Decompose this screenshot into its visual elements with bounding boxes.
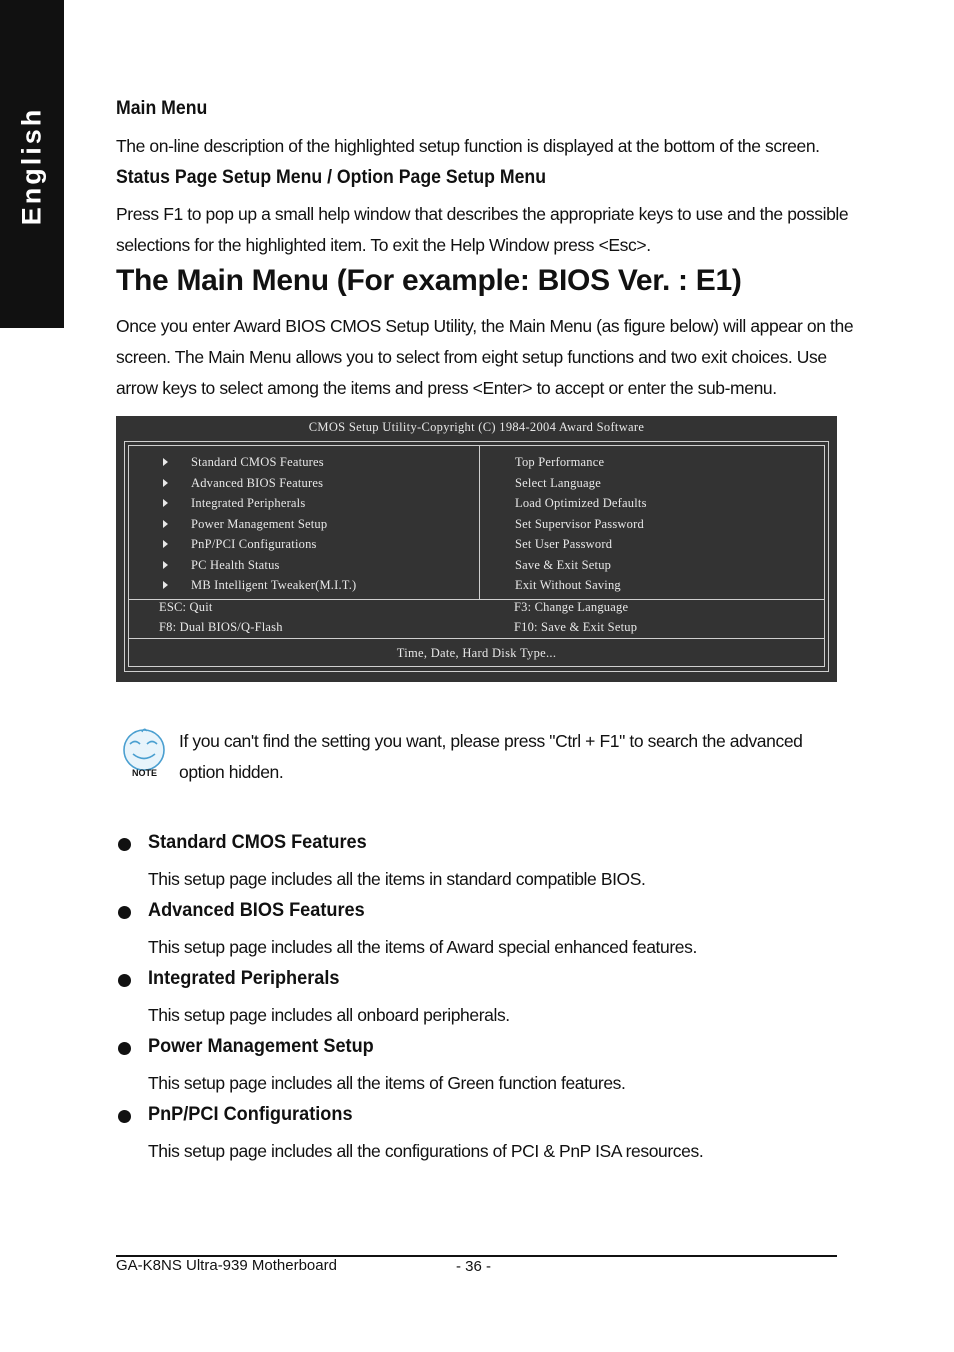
- footer-page-number: - 36 -: [456, 1258, 492, 1275]
- main-menu-text: The on-line description of the highlighted setup function is displayed at the bottom of the screen.: [116, 136, 820, 156]
- bullet-title-standard-cmos: Standard CMOS Features: [148, 831, 367, 853]
- bullet-title-advanced-bios: Advanced BIOS Features: [148, 899, 365, 921]
- main-menu-heading: Main Menu: [116, 98, 208, 119]
- bios-key-f8: F8: Dual BIOS/Q-Flash: [159, 620, 283, 634]
- bios-menu-item-standard-cmos[interactable]: Standard CMOS Features: [191, 452, 356, 473]
- bullet-desc-pnp-pci: This setup page includes all the configurations of PCI & PnP ISA resources.: [148, 1141, 704, 1161]
- bullet-desc-advanced-bios: This setup page includes all the items of Award special enhanced features.: [148, 937, 697, 957]
- bullet-dot-icon: [118, 1042, 131, 1055]
- bios-menu-item-advanced-bios[interactable]: Advanced BIOS Features: [191, 473, 356, 494]
- bullet-dot-icon: [118, 974, 131, 987]
- bios-status-text: Time, Date, Hard Disk Type...: [396, 646, 557, 660]
- bios-key-f10: F10: Save & Exit Setup: [514, 620, 638, 634]
- bullet-desc-standard-cmos: This setup page includes all the items in standard compatible BIOS.: [148, 869, 646, 889]
- bullet-dot-icon: [118, 1110, 131, 1123]
- bullet-dot-icon: [118, 838, 131, 851]
- status-page-text: Press F1 to pop up a small help window that describes the appropriate keys to use and the possible selections for the highlighted item. To exit the Help Window press <Esc>.: [116, 204, 849, 255]
- bullet-desc-power-management: This setup page includes all the items of Green function features.: [148, 1073, 626, 1093]
- bios-main-menu-screenshot: [116, 416, 837, 682]
- bullet-dot-icon: [118, 906, 131, 919]
- bios-menu-item-mit[interactable]: MB Intelligent Tweaker(M.I.T.): [191, 575, 356, 596]
- bios-keys-box: [128, 599, 825, 639]
- bios-frame: [124, 441, 829, 672]
- footer-model: GA-K8NS Ultra-939 Motherboard: [116, 1257, 337, 1274]
- bios-left-menu: [191, 452, 356, 596]
- bios-menu-item-pc-health[interactable]: PC Health Status: [191, 555, 356, 576]
- note-text: If you can't find the setting you want, please press "Ctrl + F1" to search the advanced option hidden.: [179, 731, 803, 782]
- bios-menu-box: [128, 445, 825, 600]
- bullet-title-power-management: Power Management Setup: [148, 1035, 374, 1057]
- bios-menu-item-exit-without-saving[interactable]: Exit Without Saving: [515, 578, 621, 592]
- section-title: The Main Menu (For example: BIOS Ver. : E1): [116, 264, 742, 297]
- note-icon-label: NOTE: [132, 768, 158, 778]
- bios-menu-item-power-management[interactable]: Power Management Setup: [191, 514, 356, 535]
- bios-right-menu: [515, 452, 647, 596]
- language-side-tab: [0, 0, 64, 328]
- bullet-desc-integrated-peripherals: This setup page includes all onboard peripherals.: [148, 1005, 510, 1025]
- bios-menu-item-integrated-peripherals[interactable]: Integrated Peripherals: [191, 493, 356, 514]
- status-page-heading: Status Page Setup Menu / Option Page Setup Menu: [116, 167, 547, 188]
- note-icon: [116, 726, 172, 780]
- bullet-title-pnp-pci: PnP/PCI Configurations: [148, 1103, 353, 1125]
- bios-menu-item-top-performance[interactable]: Top Performance: [515, 455, 605, 469]
- bios-menu-item-save-exit[interactable]: Save & Exit Setup: [515, 557, 612, 572]
- bios-menu-item-pnp-pci[interactable]: PnP/PCI Configurations: [191, 534, 356, 555]
- bios-menu-item-select-language[interactable]: Select Language: [515, 475, 601, 490]
- bios-key-esc: ESC: Quit: [159, 600, 213, 614]
- bios-menu-item-load-defaults[interactable]: Load Optimized Defaults: [515, 496, 647, 510]
- bullet-title-integrated-peripherals: Integrated Peripherals: [148, 967, 340, 989]
- bios-key-f3: F3: Change Language: [514, 600, 629, 614]
- bios-menu-item-user-password[interactable]: Set User Password: [515, 537, 613, 551]
- bios-column-divider: [479, 446, 480, 599]
- section-intro: Once you enter Award BIOS CMOS Setup Utility, the Main Menu (as figure below) will appear on the screen. The Main Menu allows you to select from eight setup functions and two exit choices. Use arrow keys to select among the items and press <Enter> to accept or enter the sub-menu.: [116, 316, 854, 398]
- bios-status-box: [128, 638, 825, 667]
- bios-menu-item-supervisor-password[interactable]: Set Supervisor Password: [515, 516, 644, 531]
- bios-title: CMOS Setup Utility-Copyright (C) 1984-2004 Award Software: [308, 420, 645, 434]
- language-tab-label: English: [16, 106, 47, 226]
